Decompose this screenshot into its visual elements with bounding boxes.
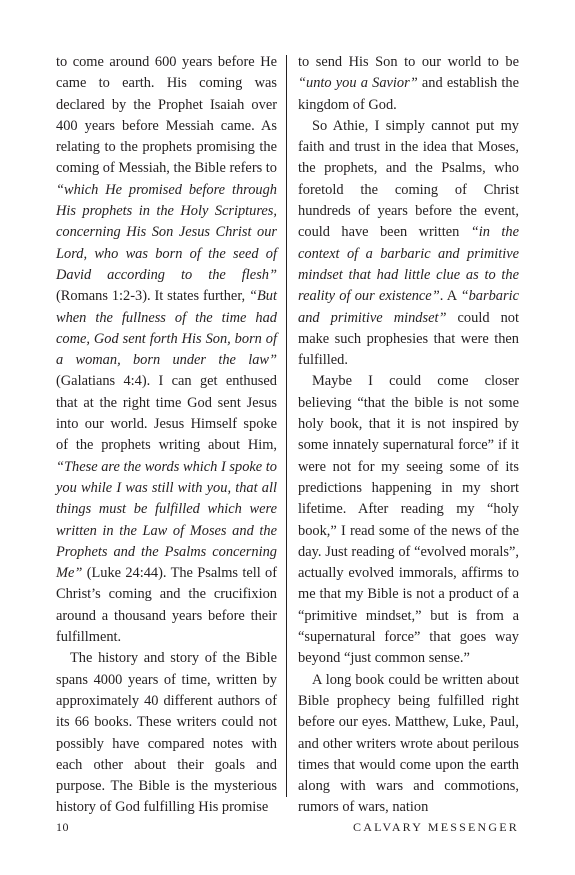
- scripture-quote: “barbaric and primitive mindset”: [298, 288, 519, 326]
- column-divider: [286, 55, 287, 797]
- text-run: (Romans 1:2-3). It states further,: [56, 288, 249, 305]
- text-run: A long book could be written about Bible prophecy being fulfilled right before our eyes. Matthew, Luke, Paul, and other writers wrote about perilous times that would come upon the earth along with wars and commotions, rumors of wars, nation: [298, 671, 519, 816]
- text-run: (Galatians 4:4). I can get enthused that at the right time God sent Jesus into our world. Jesus Himself spoke of the prophets writing about Him,: [56, 373, 277, 454]
- text-run: The history and story of the Bible spans 4000 years of time, written by approximately 40 different authors of its 66 books. These writers could not possibly have compared notes with each other about their goals and purpose. The Bible is the mysterious history of God fulfilling His promise: [56, 650, 277, 816]
- text-run: to send His Son to our world to be: [298, 54, 519, 70]
- text-run: . A: [439, 288, 461, 305]
- scripture-quote: “unto you a Savior”: [298, 75, 418, 92]
- paragraph: [298, 116, 519, 372]
- text-run: Maybe I could come closer believing “that the bible is not some holy book, that it is not inspired by some innately supernatural force” if it were not for my seeing some of its predictions happening in my short lifetime. After reading my “holy book,” I read some of the news of the day. Just reading of “evolved morals”, actually evolved immorals, affirms to me that my Bible is not a product of a “primitive mindset,” but is from a “supernatural force” that goes way beyond “just common sense.”: [298, 373, 519, 667]
- scripture-quote: “which He promised before through His prophets in the Holy Scriptures, concerning His Son Jesus Christ our Lord, who was born of the seed of David according to the flesh”: [56, 181, 277, 283]
- text-run: could not make such prophesies that were then fulfilled.: [298, 309, 519, 369]
- scripture-quote: “in the context of a barbaric and primitive mindset that had little clue as to the reality of our existence”: [298, 224, 519, 305]
- paragraph: [56, 648, 277, 818]
- text-run: (Luke 24:44). The Psalms tell of Christ’s coming and the crucifixion around a thousand years before their fulfillment.: [56, 565, 277, 646]
- page-number: 10: [56, 820, 69, 834]
- text-run: to come around 600 years before He came to earth. His coming was declared by the Prophet Isaiah over 400 years before Messiah came. As relating to the prophets promising the coming of Messiah, the Bible refers to: [56, 54, 278, 177]
- running-head: CALVARY MESSENGER: [353, 820, 519, 834]
- scripture-quote: “But when the fullness of the time had come, God sent forth His Son, born of a woman, born under the law”: [56, 288, 277, 369]
- right-column: [298, 52, 519, 819]
- paragraph: [298, 52, 519, 116]
- text-run: and establish the kingdom of God.: [298, 75, 519, 113]
- paragraph: [298, 670, 519, 819]
- paragraph: [298, 371, 519, 669]
- paragraph: [56, 52, 277, 648]
- text-run: So Athie, I simply cannot put my faith and trust in the idea that Moses, the prophets, and the Psalms, who foretold the coming of Christ hundreds of years before the event, could have been written: [298, 117, 519, 241]
- scripture-quote: “These are the words which I spoke to you while I was still with you, that all things must be fulfilled which were written in the Law of Moses and the Prophets and the Psalms concerning Me”: [56, 458, 277, 582]
- left-column: [56, 52, 277, 819]
